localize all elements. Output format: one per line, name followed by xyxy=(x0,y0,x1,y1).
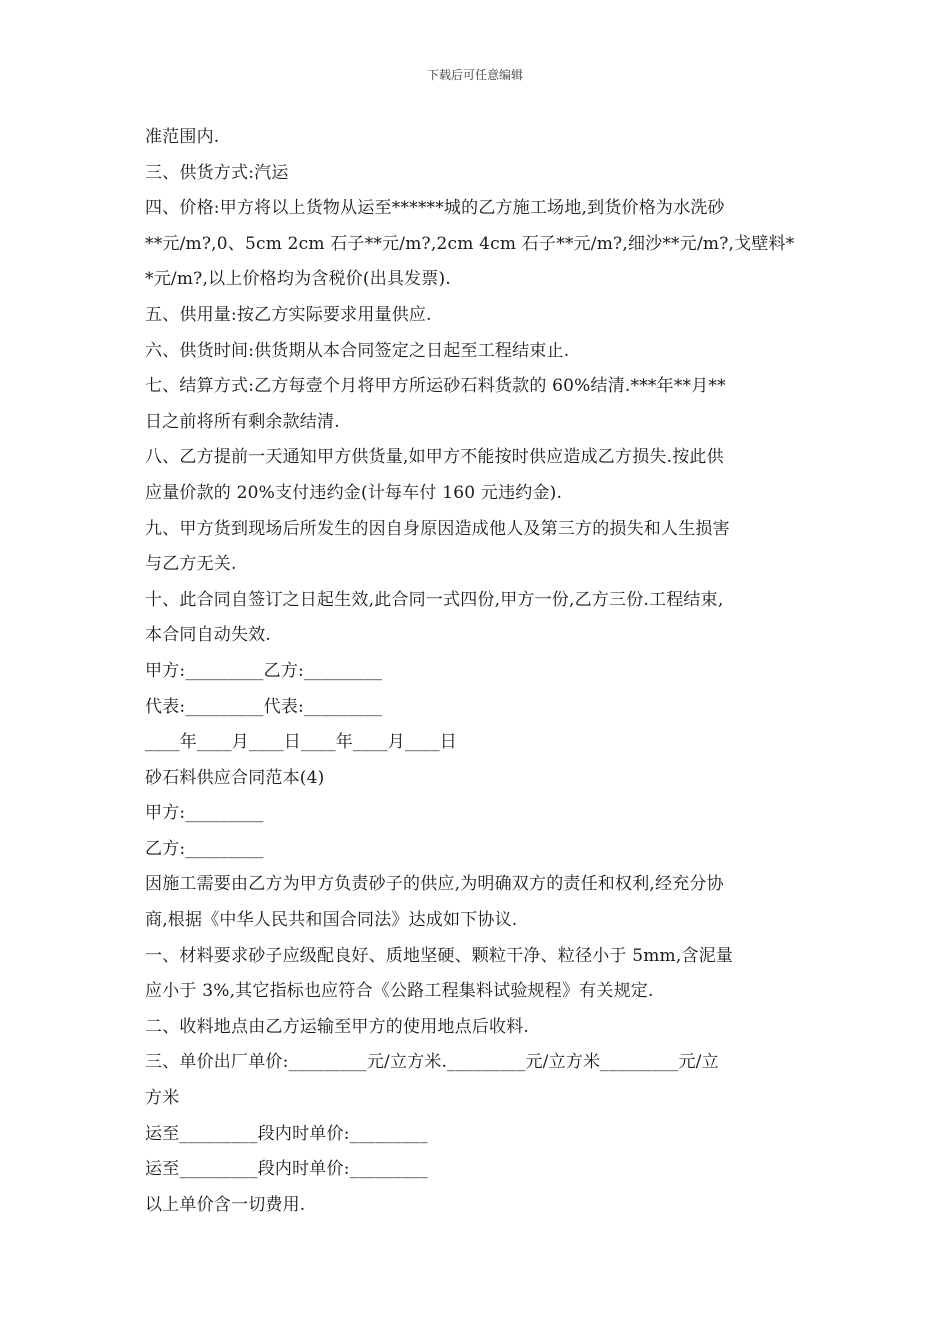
page-header: 下载后可任意编辑 xyxy=(426,68,523,82)
text-line: 以上单价含一切费用. xyxy=(145,1194,306,1215)
text-line: 三、单价出厂单价:_________元/立方米._________元/立方米_________元/立 xyxy=(145,1052,719,1073)
text-line: 五、供用量:按乙方实际要求用量供应. xyxy=(145,304,432,325)
text-line: 一、材料要求砂子应级配良好、质地坚硬、颗粒干净、粒径小于 5mm,含泥量 xyxy=(145,945,734,966)
text-line: 甲方:_________乙方:_________ xyxy=(145,660,383,681)
text-line: 准范围内. xyxy=(145,127,220,147)
text-line: 十、此合同自签订之日起生效,此合同一式四份,甲方一份,乙方三份.工程结束, xyxy=(145,589,724,610)
text-line: **元/m?,0、5cm 2cm 石子**元/m?,2cm 4cm 石子**元/m?,细沙**元/m?,戈壁料* xyxy=(145,233,795,254)
text-line: 乙方:_________ xyxy=(145,838,264,859)
text-line: 七、结算方式:乙方每壹个月将甲方所运砂石料货款的 60%结清.***年**月** xyxy=(145,376,726,397)
text-line: 应小于 3%,其它指标也应符合《公路工程集料试验规程》有关规定. xyxy=(145,981,654,1002)
text-line: 九、甲方货到现场后所发生的因自身原因造成他人及第三方的损失和人生损害 xyxy=(145,518,730,539)
text-line: 与乙方无关. xyxy=(145,554,237,575)
text-line: *元/m?,以上价格均为含税价(出具发票). xyxy=(145,269,451,290)
text-line: 日之前将所有剩余款结清. xyxy=(145,411,340,432)
text-line: 方米 xyxy=(145,1088,180,1109)
text-line: 砂石料供应合同范本(4) xyxy=(145,767,325,788)
text-line: ____年____月____日____年____月____日 xyxy=(145,732,457,753)
text-line: 四、价格:甲方将以上货物从运至******城的乙方施工场地,到货价格为水洗砂 xyxy=(145,198,725,219)
text-line: 本合同自动失效. xyxy=(145,625,272,646)
text-line: 运至_________段内时单价:_________ xyxy=(145,1159,428,1180)
text-line: 六、供货时间:供货期从本合同签定之日起至工程结束止. xyxy=(145,340,570,361)
text-line: 运至_________段内时单价:_________ xyxy=(145,1123,428,1144)
text-line: 二、收料地点由乙方运输至甲方的使用地点后收料. xyxy=(145,1016,530,1037)
text-line: 三、供货方式:汽运 xyxy=(145,162,289,183)
text-line: 商,根据《中华人民共和国合同法》达成如下协议. xyxy=(145,910,518,931)
text-line: 因施工需要由乙方为甲方负责砂子的供应,为明确双方的责任和权利,经充分协 xyxy=(145,874,724,895)
text-line: 应量价款的 20%支付违约金(计每车付 160 元违约金). xyxy=(145,482,563,503)
document-body xyxy=(145,120,810,1223)
text-line: 甲方:_________ xyxy=(145,803,264,824)
text-line: 代表:_________代表:_________ xyxy=(145,696,383,717)
text-line: 八、乙方提前一天通知甲方供货量,如甲方不能按时供应造成乙方损失.按此供 xyxy=(145,447,724,468)
